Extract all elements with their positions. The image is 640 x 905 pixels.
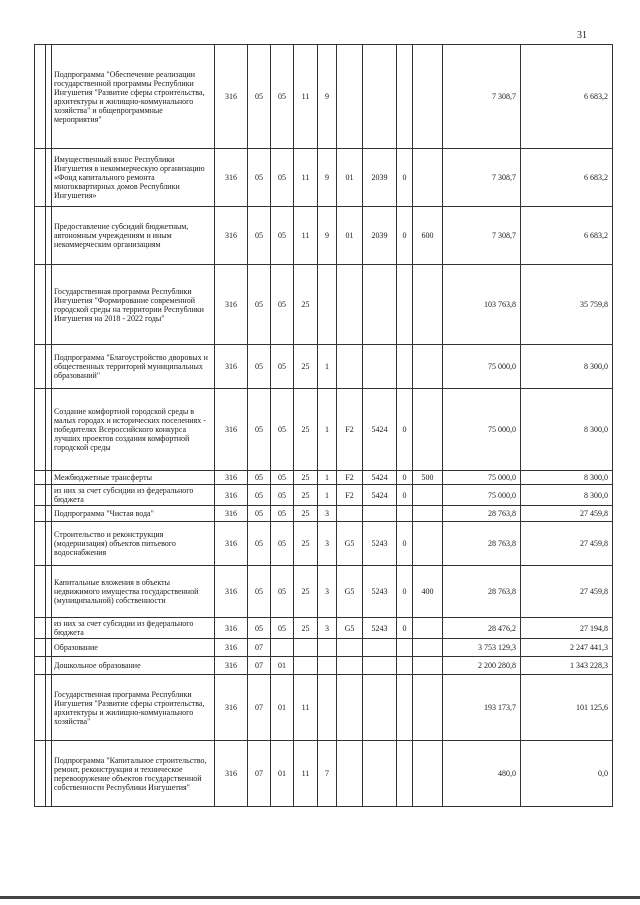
subprogram-code: 3 [318, 506, 337, 522]
table-row [35, 345, 613, 389]
margin-cell [35, 618, 46, 639]
table-row [35, 639, 613, 657]
amount-year1: 28 763,8 [443, 522, 521, 566]
margin-cell [35, 522, 46, 566]
extra-code: 0 [397, 389, 413, 471]
subsection-code: 05 [271, 149, 294, 207]
grbs-code: 316 [215, 522, 248, 566]
direction-code [363, 265, 397, 345]
section-code: 07 [248, 657, 271, 675]
extra-code [397, 45, 413, 149]
program-code: 25 [294, 471, 318, 485]
grbs-code: 316 [215, 485, 248, 506]
table-row [35, 265, 613, 345]
amount-year1: 28 763,8 [443, 506, 521, 522]
grbs-code: 316 [215, 618, 248, 639]
event-code [337, 657, 363, 675]
amount-year1: 7 308,7 [443, 149, 521, 207]
amount-year1: 28 476,2 [443, 618, 521, 639]
row-name: Подпрограмма "Обеспечение реализации государственной программы Республики Ингушетия "Развитие сферы строительства, архитектуры и жилищно-коммунального хозяйства" и общепрограммные мероприятия" [52, 45, 215, 149]
margin-cell [35, 471, 46, 485]
subsection-code: 01 [271, 657, 294, 675]
amount-year2: 27 459,8 [521, 566, 613, 618]
amount-year1: 28 763,8 [443, 566, 521, 618]
program-code: 25 [294, 506, 318, 522]
expense-type [413, 345, 443, 389]
event-code: G5 [337, 566, 363, 618]
subsection-code: 05 [271, 265, 294, 345]
event-code [337, 265, 363, 345]
grbs-code: 316 [215, 506, 248, 522]
subprogram-code [318, 639, 337, 657]
program-code: 25 [294, 618, 318, 639]
table-row [35, 506, 613, 522]
expense-type: 400 [413, 566, 443, 618]
amount-year2: 1 343 228,3 [521, 657, 613, 675]
table-row [35, 149, 613, 207]
program-code: 25 [294, 389, 318, 471]
grbs-code: 316 [215, 207, 248, 265]
bottom-border [0, 896, 640, 899]
direction-code [363, 639, 397, 657]
direction-code: 5424 [363, 389, 397, 471]
subsection-code: 05 [271, 618, 294, 639]
direction-code: 5424 [363, 471, 397, 485]
margin-cell [35, 45, 46, 149]
section-code: 05 [248, 566, 271, 618]
direction-code: 2039 [363, 149, 397, 207]
subsection-code: 05 [271, 45, 294, 149]
direction-code: 5424 [363, 485, 397, 506]
amount-year2: 6 683,2 [521, 149, 613, 207]
row-name: Подпрограмма "Чистая вода" [52, 506, 215, 522]
program-code: 11 [294, 741, 318, 807]
direction-code [363, 506, 397, 522]
subprogram-code: 1 [318, 485, 337, 506]
row-name: Имущественный взнос Республики Ингушетия в некоммерческую организацию «Фонд капитального ремонта многоквартирных домов Республики Ингушетия» [52, 149, 215, 207]
table-row [35, 45, 613, 149]
extra-code: 0 [397, 522, 413, 566]
subsection-code: 05 [271, 566, 294, 618]
row-name: Подпрограмма "Благоустройство дворовых и общественных территорий муниципальных образований" [52, 345, 215, 389]
amount-year1: 2 200 280,8 [443, 657, 521, 675]
subprogram-code: 1 [318, 345, 337, 389]
margin-cell [35, 389, 46, 471]
amount-year2: 35 759,8 [521, 265, 613, 345]
section-code: 05 [248, 522, 271, 566]
subprogram-code: 7 [318, 741, 337, 807]
program-code: 11 [294, 207, 318, 265]
event-code: F2 [337, 389, 363, 471]
expense-type [413, 741, 443, 807]
event-code [337, 345, 363, 389]
grbs-code: 316 [215, 389, 248, 471]
margin-cell [35, 657, 46, 675]
grbs-code: 316 [215, 675, 248, 741]
table-row [35, 522, 613, 566]
direction-code [363, 45, 397, 149]
section-code: 05 [248, 45, 271, 149]
program-code: 25 [294, 265, 318, 345]
section-code: 05 [248, 265, 271, 345]
subprogram-code [318, 657, 337, 675]
subsection-code: 05 [271, 389, 294, 471]
margin-cell [35, 207, 46, 265]
page-number: 31 [577, 30, 587, 41]
amount-year1: 480,0 [443, 741, 521, 807]
subprogram-code: 3 [318, 566, 337, 618]
margin-cell [35, 741, 46, 807]
section-code: 05 [248, 471, 271, 485]
table-row [35, 566, 613, 618]
event-code: F2 [337, 471, 363, 485]
section-code: 07 [248, 741, 271, 807]
program-code: 11 [294, 675, 318, 741]
extra-code [397, 506, 413, 522]
grbs-code: 316 [215, 149, 248, 207]
margin-cell [35, 639, 46, 657]
expense-type: 500 [413, 471, 443, 485]
expense-type [413, 149, 443, 207]
section-code: 05 [248, 207, 271, 265]
section-code: 05 [248, 389, 271, 471]
amount-year1: 75 000,0 [443, 389, 521, 471]
event-code: 01 [337, 207, 363, 265]
expense-type [413, 675, 443, 741]
event-code: G5 [337, 618, 363, 639]
direction-code: 5243 [363, 618, 397, 639]
amount-year1: 7 308,7 [443, 207, 521, 265]
grbs-code: 316 [215, 265, 248, 345]
expense-type [413, 639, 443, 657]
subprogram-code: 1 [318, 389, 337, 471]
expense-type [413, 265, 443, 345]
grbs-code: 316 [215, 566, 248, 618]
subprogram-code: 9 [318, 149, 337, 207]
amount-year1: 3 753 129,3 [443, 639, 521, 657]
subprogram-code: 1 [318, 471, 337, 485]
margin-cell [35, 506, 46, 522]
event-code: F2 [337, 485, 363, 506]
row-name: Дошкольное образование [52, 657, 215, 675]
extra-code: 0 [397, 485, 413, 506]
section-code: 05 [248, 149, 271, 207]
event-code [337, 506, 363, 522]
grbs-code: 316 [215, 657, 248, 675]
row-name: Строительство и реконструкция (модернизация) объектов питьевого водоснабжения [52, 522, 215, 566]
expense-type [413, 389, 443, 471]
table-row [35, 485, 613, 506]
event-code: G5 [337, 522, 363, 566]
subsection-code: 05 [271, 345, 294, 389]
table-row [35, 618, 613, 639]
row-name: Государственная программа Республики Ингушетия "Развитие сферы строительства, архитектуры и жилищно-коммунального хозяйства" [52, 675, 215, 741]
extra-code: 0 [397, 207, 413, 265]
expense-type [413, 485, 443, 506]
table-row [35, 207, 613, 265]
margin-cell [35, 566, 46, 618]
section-code: 07 [248, 639, 271, 657]
row-name: Образование [52, 639, 215, 657]
amount-year1: 75 000,0 [443, 345, 521, 389]
extra-code [397, 657, 413, 675]
extra-code [397, 675, 413, 741]
subprogram-code: 3 [318, 522, 337, 566]
direction-code: 5243 [363, 522, 397, 566]
extra-code [397, 741, 413, 807]
table-row [35, 389, 613, 471]
extra-code: 0 [397, 149, 413, 207]
subsection-code [271, 639, 294, 657]
direction-code: 5243 [363, 566, 397, 618]
direction-code [363, 741, 397, 807]
program-code: 11 [294, 149, 318, 207]
expense-type [413, 618, 443, 639]
amount-year2: 27 459,8 [521, 506, 613, 522]
program-code [294, 639, 318, 657]
row-name: Межбюджетные трансферты [52, 471, 215, 485]
program-code [294, 657, 318, 675]
expense-type: 600 [413, 207, 443, 265]
extra-code [397, 265, 413, 345]
event-code [337, 675, 363, 741]
extra-code [397, 345, 413, 389]
program-code: 25 [294, 566, 318, 618]
subprogram-code [318, 675, 337, 741]
row-name: из них за счет субсидии из федерального бюджета [52, 618, 215, 639]
margin-cell [35, 485, 46, 506]
margin-cell [35, 149, 46, 207]
table-row [35, 657, 613, 675]
budget-table [34, 44, 613, 807]
amount-year2: 0,0 [521, 741, 613, 807]
amount-year1: 103 763,8 [443, 265, 521, 345]
event-code: 01 [337, 149, 363, 207]
section-code: 05 [248, 485, 271, 506]
program-code: 25 [294, 345, 318, 389]
row-name: Создание комфортной городской среды в малых городах и исторических поселениях - победителях Всероссийского конкурса лучших проектов создания комфортной городской среды [52, 389, 215, 471]
section-code: 05 [248, 618, 271, 639]
subsection-code: 05 [271, 207, 294, 265]
subsection-code: 05 [271, 485, 294, 506]
row-name: из них за счет субсидии из федерального бюджета [52, 485, 215, 506]
amount-year2: 6 683,2 [521, 45, 613, 149]
subsection-code: 05 [271, 471, 294, 485]
event-code [337, 639, 363, 657]
grbs-code: 316 [215, 45, 248, 149]
amount-year2: 8 300,0 [521, 389, 613, 471]
subsection-code: 01 [271, 675, 294, 741]
table-row [35, 741, 613, 807]
row-name: Государственная программа Республики Ингушетия "Формирование современной городской среды на территории Республики Ингушетия на 2018 - 2022 годы" [52, 265, 215, 345]
subprogram-code: 9 [318, 45, 337, 149]
amount-year2: 8 300,0 [521, 471, 613, 485]
subsection-code: 05 [271, 522, 294, 566]
program-code: 11 [294, 45, 318, 149]
direction-code [363, 675, 397, 741]
expense-type [413, 45, 443, 149]
event-code [337, 741, 363, 807]
amount-year2: 8 300,0 [521, 485, 613, 506]
row-name: Капитальные вложения в объекты недвижимого имущества государственной (муниципальной) собственности [52, 566, 215, 618]
direction-code [363, 345, 397, 389]
amount-year2: 27 194,8 [521, 618, 613, 639]
direction-code: 2039 [363, 207, 397, 265]
grbs-code: 316 [215, 345, 248, 389]
row-name: Подпрограмма "Капитальное строительство, ремонт, реконструкция и техническое перевооружение объектов государственной собственности Республики Ингушетия" [52, 741, 215, 807]
program-code: 25 [294, 522, 318, 566]
extra-code: 0 [397, 618, 413, 639]
subprogram-code: 3 [318, 618, 337, 639]
table-row [35, 675, 613, 741]
amount-year2: 6 683,2 [521, 207, 613, 265]
event-code [337, 45, 363, 149]
amount-year1: 75 000,0 [443, 471, 521, 485]
direction-code [363, 657, 397, 675]
expense-type [413, 506, 443, 522]
subsection-code: 01 [271, 741, 294, 807]
subprogram-code: 9 [318, 207, 337, 265]
amount-year2: 27 459,8 [521, 522, 613, 566]
amount-year2: 8 300,0 [521, 345, 613, 389]
subprogram-code [318, 265, 337, 345]
amount-year2: 101 125,6 [521, 675, 613, 741]
margin-cell [35, 345, 46, 389]
extra-code: 0 [397, 566, 413, 618]
extra-code: 0 [397, 471, 413, 485]
program-code: 25 [294, 485, 318, 506]
section-code: 05 [248, 345, 271, 389]
row-name: Предоставление субсидий бюджетным, автономным учреждениям и иным некоммерческим организациям [52, 207, 215, 265]
table-row [35, 471, 613, 485]
amount-year1: 193 173,7 [443, 675, 521, 741]
subsection-code: 05 [271, 506, 294, 522]
amount-year2: 2 247 441,3 [521, 639, 613, 657]
section-code: 05 [248, 506, 271, 522]
extra-code [397, 639, 413, 657]
amount-year1: 75 000,0 [443, 485, 521, 506]
grbs-code: 316 [215, 471, 248, 485]
grbs-code: 316 [215, 639, 248, 657]
expense-type [413, 657, 443, 675]
margin-cell [35, 675, 46, 741]
margin-cell [35, 265, 46, 345]
amount-year1: 7 308,7 [443, 45, 521, 149]
expense-type [413, 522, 443, 566]
section-code: 07 [248, 675, 271, 741]
grbs-code: 316 [215, 741, 248, 807]
